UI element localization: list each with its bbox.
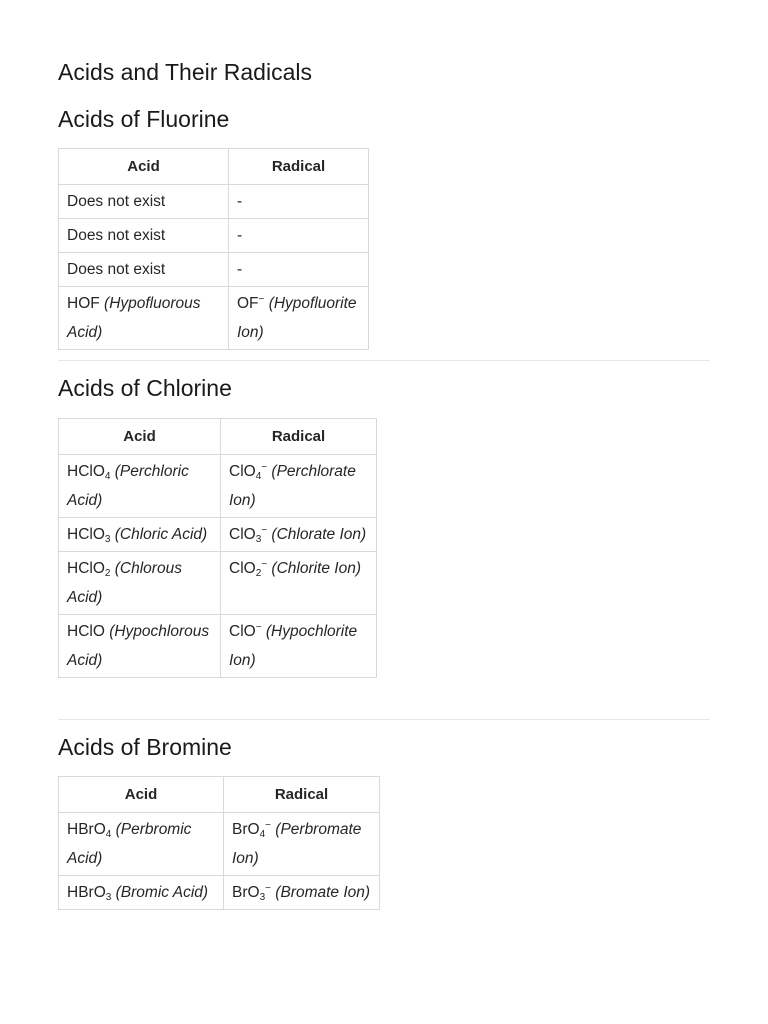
page-title: Acids and Their Radicals	[58, 59, 312, 85]
radical-formula: ClO	[229, 526, 256, 543]
acid-subscript: 4	[105, 829, 112, 840]
acid-name: (Bromic Acid)	[115, 884, 209, 901]
acid-cell	[59, 813, 224, 876]
table-row	[59, 287, 369, 350]
radical-charge: −	[261, 525, 268, 536]
radical-cell	[229, 185, 369, 219]
radical-name: (Bromate Ion)	[275, 884, 371, 901]
radical-cell	[221, 455, 377, 518]
radical-formula: OF	[237, 295, 259, 312]
table-chlorine	[58, 418, 377, 678]
column-header-acid: Acid	[59, 777, 224, 813]
table-row	[59, 518, 377, 552]
acid-cell	[59, 455, 221, 518]
acid-cell	[59, 876, 224, 910]
acid-name: (Chloric Acid)	[114, 526, 208, 543]
acid-cell	[59, 552, 221, 615]
acid-formula: Does not exist	[67, 261, 166, 278]
table-row	[59, 455, 377, 518]
radical-subscript: 3	[255, 534, 262, 545]
acid-name: (Hypofluorous Acid)	[67, 295, 201, 341]
acid-formula: HClO	[67, 526, 105, 543]
radical-formula: -	[237, 261, 243, 278]
radical-cell	[221, 518, 377, 552]
acid-subscript: 3	[105, 892, 112, 903]
radical-subscript: 2	[255, 568, 262, 579]
radical-charge: −	[265, 820, 271, 831]
column-header-radical: Radical	[229, 149, 369, 185]
acid-formula: HBrO	[67, 884, 106, 901]
table-header-row	[59, 149, 369, 185]
table-row	[59, 219, 369, 253]
radical-charge: −	[261, 559, 268, 570]
radical-formula: BrO	[232, 884, 260, 901]
acid-formula: Does not exist	[67, 227, 166, 244]
column-header-acid: Acid	[59, 419, 221, 455]
column-header-radical: Radical	[224, 777, 380, 813]
radical-formula: -	[237, 193, 243, 210]
radical-subscript: 4	[259, 829, 266, 840]
radical-subscript: 3	[259, 892, 266, 903]
acid-formula: HClO	[67, 463, 105, 480]
radical-charge: −	[265, 883, 271, 894]
radical-charge: −	[261, 462, 268, 473]
acid-subscript: 2	[104, 568, 111, 579]
acid-name: (Hypochlorous Acid)	[67, 623, 210, 669]
acid-formula: Does not exist	[67, 193, 166, 210]
radical-charge: −	[258, 294, 265, 305]
radical-formula: BrO	[232, 821, 260, 838]
table-row	[59, 615, 377, 678]
column-header-acid: Acid	[59, 149, 229, 185]
acid-subscript: 3	[104, 534, 111, 545]
radical-cell	[221, 615, 377, 678]
radical-name: (Hypofluorite Ion)	[237, 295, 357, 341]
radical-cell	[229, 219, 369, 253]
section-title-bromine: Acids of Bromine	[58, 734, 232, 760]
radical-charge: −	[255, 622, 262, 633]
section-title-fluorine: Acids of Fluorine	[58, 106, 230, 132]
acid-cell	[59, 615, 221, 678]
table-header-row	[59, 777, 380, 813]
radical-cell	[229, 253, 369, 287]
radical-name: (Hypochlorite Ion)	[229, 623, 358, 669]
acid-formula: HOF	[67, 295, 100, 312]
radical-cell	[224, 876, 380, 910]
radical-name: (Perbromate Ion)	[232, 821, 362, 867]
acid-subscript: 4	[104, 471, 111, 482]
radical-subscript: 4	[255, 471, 262, 482]
table-fluorine	[58, 148, 369, 350]
acid-formula: HBrO	[67, 821, 106, 838]
section-divider	[58, 719, 710, 720]
radical-cell	[221, 552, 377, 615]
section-divider	[58, 360, 710, 361]
radical-name: (Chlorite Ion)	[271, 560, 362, 577]
acid-formula: HClO	[67, 623, 105, 640]
radical-name: (Chlorate Ion)	[271, 526, 367, 543]
radical-formula: ClO	[229, 560, 256, 577]
acid-formula: HClO	[67, 560, 105, 577]
radical-cell	[229, 287, 369, 350]
table-row	[59, 813, 380, 876]
acid-cell	[59, 518, 221, 552]
radical-formula: ClO	[229, 623, 256, 640]
table-row	[59, 552, 377, 615]
table-row	[59, 253, 369, 287]
acid-name: (Perchloric Acid)	[67, 463, 189, 509]
section-title-chlorine: Acids of Chlorine	[58, 375, 232, 401]
table-header-row	[59, 419, 377, 455]
acid-cell	[59, 219, 229, 253]
acid-cell	[59, 287, 229, 350]
acid-cell	[59, 185, 229, 219]
table-row	[59, 876, 380, 910]
acid-name: (Chlorous Acid)	[67, 560, 182, 606]
acid-cell	[59, 253, 229, 287]
acid-name: (Perbromic Acid)	[67, 821, 192, 867]
table-bromine	[58, 776, 380, 910]
radical-formula: -	[237, 227, 243, 244]
column-header-radical: Radical	[221, 419, 377, 455]
table-row	[59, 185, 369, 219]
radical-formula: ClO	[229, 463, 256, 480]
radical-name: (Perchlorate Ion)	[229, 463, 356, 509]
radical-cell	[224, 813, 380, 876]
